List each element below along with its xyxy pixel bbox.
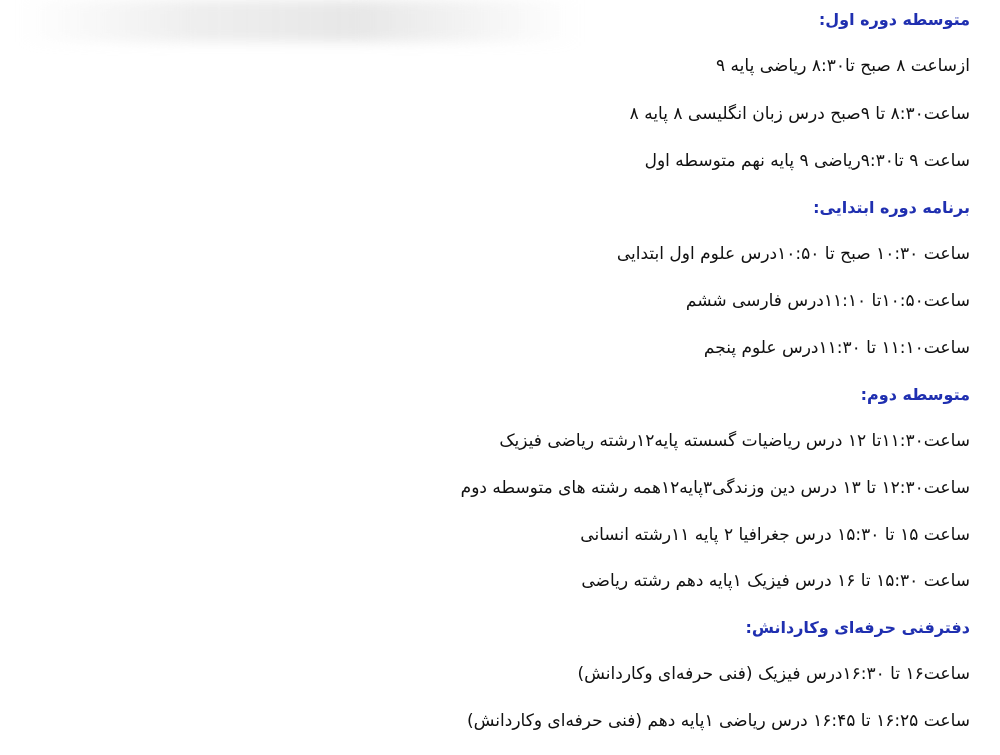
schedule-line: ساعت۱۲:۳۰ تا ۱۳ درس دین وزندگی۳پایه۱۲همه رشته های متوسطه دوم [460,478,970,498]
schedule-line: ساعت ۱۵:۳۰ تا ۱۶ درس فیزیک ۱پایه دهم رشته ریاضی [581,571,970,591]
schedule-line: ازساعت ۸ صبح تا۸:۳۰ ریاضی پایه ۹ [716,56,970,76]
section-heading-primary: برنامه دوره ابتدایی: [813,198,970,217]
schedule-line: ساعت۸:۳۰ تا ۹صبح درس زبان انگلیسی ۸ پایه ۸ [629,104,970,124]
section-heading-middle-school-second: متوسطه دوم: [860,385,970,404]
schedule-line: ساعت ۱۶:۲۵ تا ۱۶:۴۵ درس ریاضی ۱پایه دهم (فنی حرفه‌ای وکاردانش) [467,711,970,731]
schedule-line: ساعت۱۱:۱۰ تا ۱۱:۳۰درس علوم پنجم [703,338,970,358]
blurred-header-image [20,0,580,42]
section-heading-vocational: دفترفنی حرفه‌ای وکاردانش: [745,618,970,637]
section-heading-middle-school-first: متوسطه دوره اول: [818,10,970,29]
schedule-line: ساعت ۱۰:۳۰ صبح تا ۱۰:۵۰درس علوم اول ابتدایی [616,244,970,264]
schedule-line: ساعت۱۶ تا ۱۶:۳۰درس فیزیک (فنی حرفه‌ای وکاردانش) [577,664,970,684]
schedule-line: ساعت ۹ تا۹:۳۰ریاضی ۹ پایه نهم متوسطه اول [644,151,970,171]
schedule-line: ساعت ۱۵ تا ۱۵:۳۰ درس جغرافیا ۲ پایه ۱۱رشته انسانی [580,525,970,545]
schedule-line: ساعت۱۱:۳۰تا ۱۲ درس ریاضیات گسسته پایه۱۲رشته ریاضی فیزیک [499,431,970,451]
schedule-line: ساعت۱۰:۵۰تا ۱۱:۱۰درس فارسی ششم [685,291,970,311]
